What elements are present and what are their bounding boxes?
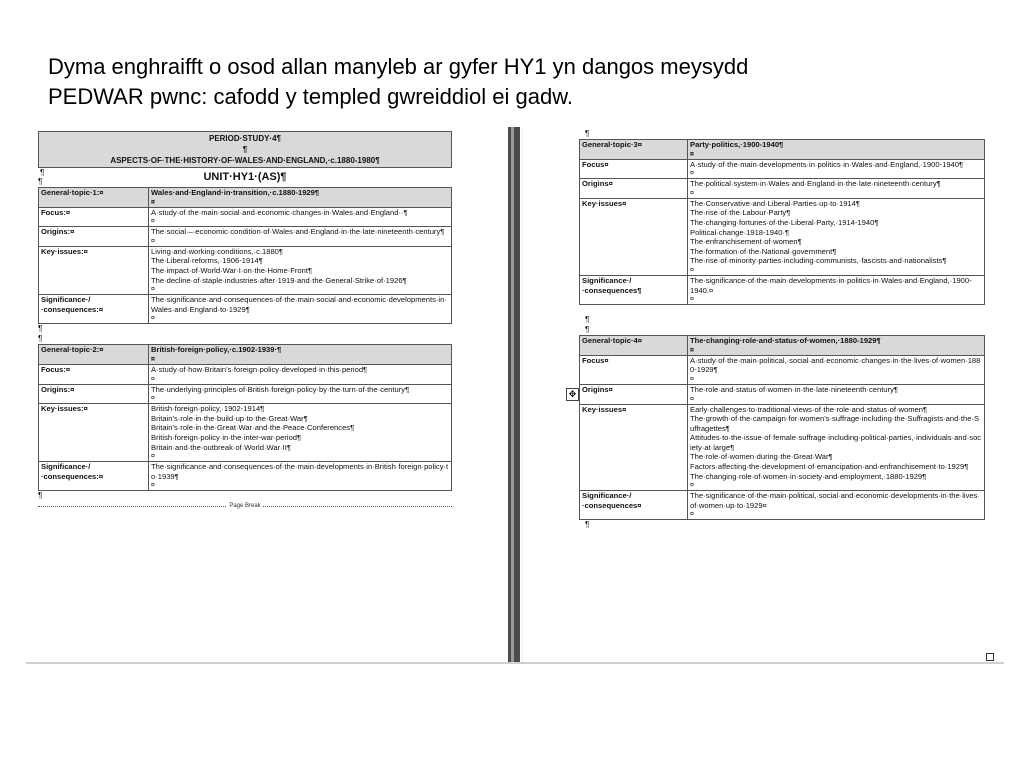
topic-row bbox=[580, 159, 985, 179]
end-of-cell-mark: ¤ bbox=[690, 296, 694, 304]
row-content-line: The·rise·of·the·Labour·Party¶ bbox=[690, 208, 791, 218]
row-content-line: A·study·of·the·main·developments·in·politics·in·Wales·and·England,·1900-1940¶ bbox=[690, 159, 964, 169]
end-of-cell-mark: ¤ bbox=[690, 346, 694, 354]
end-of-cell-mark: ¤ bbox=[151, 453, 155, 461]
row-content-line: The·enfranchisement·of·women¶ bbox=[690, 237, 802, 247]
topic-row bbox=[580, 384, 985, 404]
row-content-line: Britain·and·the·outbreak·of·World·War·II¶ bbox=[151, 442, 291, 452]
topic-row bbox=[39, 462, 452, 491]
row-content-line: Political·change·1918-1940·¶ bbox=[690, 227, 790, 237]
row-content-line: The·significance·and·consequences·of·the·main·social·and·economic·developments·in·Wales·and·England·to·1929¶ bbox=[151, 295, 447, 314]
right-document-page bbox=[522, 127, 1001, 663]
topic-table bbox=[579, 335, 985, 520]
row-content bbox=[149, 384, 452, 404]
row-content-line: British·foreign·policy·in·the·inter-war·period¶ bbox=[151, 432, 302, 442]
row-content-line: The·role·and·status·of·women·in·the·late·nineteenth·century¶ bbox=[690, 384, 898, 394]
row-content bbox=[688, 355, 985, 384]
topic-heading-value bbox=[149, 188, 452, 208]
header-line-2: ¶ bbox=[242, 145, 248, 154]
row-content-line: British·foreign·policy,·1902-1914¶ bbox=[151, 404, 265, 414]
topic-row bbox=[580, 198, 985, 275]
row-content-line: The·significance·and·consequences·of·the·main·developments·in·British·foreign·policy·to·1939¶ bbox=[151, 462, 449, 481]
paragraph-mark: ¶ bbox=[38, 324, 43, 334]
topic-row bbox=[39, 404, 452, 462]
row-label: Significance·/·consequences¶ bbox=[580, 275, 688, 304]
topic-row bbox=[580, 355, 985, 384]
table-move-handle-icon[interactable]: ✥ bbox=[566, 388, 579, 401]
topic-heading-row bbox=[39, 188, 452, 208]
row-content bbox=[149, 364, 452, 384]
page-break bbox=[38, 501, 452, 511]
end-of-cell-mark: ¤ bbox=[151, 237, 155, 245]
row-content-line: The·impact·of·World·War·I·on·the·Home·Front¶ bbox=[151, 265, 313, 275]
paragraph-mark: ¶ bbox=[38, 177, 43, 186]
paragraph-mark: ¶ bbox=[585, 325, 590, 335]
topic-row bbox=[39, 364, 452, 384]
row-content-line: The·significance·of·the·main·developments·in·politics·in·Wales·and·England,·1900-1940.¤ bbox=[690, 275, 972, 295]
end-of-cell-mark: ¤ bbox=[151, 395, 155, 403]
topic-heading-label: General·topic·4¤ bbox=[580, 336, 688, 356]
paragraph-mark: ¶ bbox=[585, 520, 590, 530]
row-content-line: The·Liberal·reforms,·1906-1914¶ bbox=[151, 256, 263, 266]
topic-heading-label: General·topic·3¤ bbox=[580, 140, 688, 160]
header-line-3: ASPECTS·OF·THE·HISTORY·OF·WALES·AND·ENGLAND,·c.1880-1980¶ bbox=[110, 156, 380, 165]
page-break-label: Page Break bbox=[229, 503, 261, 510]
topic-row bbox=[580, 179, 985, 199]
row-content bbox=[149, 246, 452, 294]
row-content bbox=[688, 275, 985, 304]
topic-row bbox=[39, 246, 452, 294]
topic-table bbox=[38, 344, 452, 491]
row-content-line: The·changing·role·of·women·in·society·and·employment,·1880-1929¶ bbox=[690, 471, 927, 481]
row-content-line: Early·challenges·to·traditional·views·of·the·role·and·status·of·women¶ bbox=[690, 404, 928, 414]
topic-heading-text: Party·politics,·1900-1940¶ bbox=[690, 140, 784, 149]
paragraph-mark: ¶ bbox=[40, 168, 45, 177]
row-label: Focus¤ bbox=[580, 159, 688, 179]
row-label: Key·issues¤ bbox=[580, 198, 688, 275]
paragraph-mark: ¶ bbox=[585, 129, 590, 138]
period-study-header bbox=[38, 131, 452, 168]
row-content bbox=[149, 227, 452, 247]
row-label: Origins:¤ bbox=[39, 227, 149, 247]
topic-heading-row bbox=[39, 345, 452, 365]
topic-heading-label: General·topic·1:¤ bbox=[39, 188, 149, 208]
topic-row bbox=[39, 295, 452, 324]
row-content-line: The·rise·of·minority·parties·including·communists,·fascists·and·nationalists¶ bbox=[690, 256, 947, 266]
row-content bbox=[149, 207, 452, 227]
topic-table bbox=[579, 139, 985, 305]
topic-heading-row bbox=[580, 140, 985, 160]
row-label: Focus¤ bbox=[580, 355, 688, 384]
header-line-1: PERIOD·STUDY·4¶ bbox=[208, 134, 281, 143]
row-content bbox=[688, 404, 985, 491]
row-content-line: The·significance·of·the·main·political,·social·and·economic·developments·in·the·lives·of·women·up·to·1929¤ bbox=[690, 491, 980, 510]
end-of-cell-mark: ¤ bbox=[690, 375, 694, 383]
end-of-cell-mark: ¤ bbox=[690, 482, 694, 490]
row-content-line: The·political·system·in·Wales·and·England·in·the·late·nineteenth·century¶ bbox=[690, 179, 941, 189]
row-label: Key·issues:¤ bbox=[39, 246, 149, 294]
slide-baseline bbox=[26, 662, 1004, 664]
page-divider bbox=[508, 127, 520, 663]
row-label: Origins¤ bbox=[580, 384, 688, 404]
row-content-line: A·study·of·the·main·social·and·economic·changes·in·Wales·and·England··¶ bbox=[151, 207, 408, 217]
end-of-cell-mark: ¤ bbox=[151, 355, 155, 363]
row-content bbox=[688, 198, 985, 275]
row-content bbox=[688, 384, 985, 404]
row-label: Key·issues:¤ bbox=[39, 404, 149, 462]
topic-row bbox=[580, 491, 985, 520]
row-label: Significance·/·consequences:¤ bbox=[39, 295, 149, 324]
row-content bbox=[149, 404, 452, 462]
row-label: Significance·/·consequences¤ bbox=[580, 491, 688, 520]
row-content-line: Living·and·working·conditions,·c.1880¶ bbox=[151, 246, 283, 256]
row-content-line: The·decline·of·staple·industries·after·1919·and·the·General·Strike·of·1926¶ bbox=[151, 275, 407, 285]
topic-heading-text: The·changing·role·and·status·of·women,·1880-1929¶ bbox=[690, 336, 881, 346]
row-label: Significance·/·consequences:¤ bbox=[39, 462, 149, 491]
end-of-cell-mark: ¤ bbox=[151, 315, 155, 323]
row-content-line: The·social·–·economic·condition·of·Wales·and·England·in·the·late·nineteenth·century¶ bbox=[151, 227, 445, 237]
row-content-line: Factors·affecting·the·development·of·emancipation·and·enfranchisement·to·1929¶ bbox=[690, 462, 969, 472]
row-content bbox=[149, 462, 452, 491]
end-of-cell-mark: ¤ bbox=[151, 482, 155, 490]
paragraph-mark: ¶ bbox=[38, 334, 43, 344]
topic-row bbox=[580, 404, 985, 491]
topic-heading-value bbox=[688, 140, 985, 160]
row-content-line: The·role·of·women·during·the·Great·War¶ bbox=[690, 452, 833, 462]
row-label: Origins¤ bbox=[580, 179, 688, 199]
caption-line-2: PEDWAR pwnc: cafodd y templed gwreiddiol ei gadw. bbox=[48, 84, 573, 109]
row-content bbox=[688, 179, 985, 199]
end-of-cell-mark: ¤ bbox=[690, 170, 694, 178]
row-content bbox=[688, 491, 985, 520]
row-label: Focus:¤ bbox=[39, 364, 149, 384]
row-content-line: The·formation·of·the·National·government¶ bbox=[690, 246, 837, 256]
paragraph-mark: ¶ bbox=[585, 315, 590, 325]
topic-heading-value bbox=[149, 345, 452, 365]
table-resize-handle-icon[interactable] bbox=[986, 653, 994, 661]
paragraph-mark: ¶ bbox=[38, 491, 43, 501]
row-content-line: The·growth·of·the·campaign·for·women's·suffrage·including·the·Suffragists·and·the·Suffragettes¶ bbox=[690, 414, 980, 433]
row-content-line: The·underlying·principles·of·British·foreign·policy·by·the·turn·of·the·century¶ bbox=[151, 384, 410, 394]
topic-heading-label: General·topic·2:¤ bbox=[39, 345, 149, 365]
topic-heading-text: Wales·and·England·in·transition,·c.1880-1929¶ bbox=[151, 188, 320, 197]
caption-line-1: Dyma enghraifft o osod allan manyleb ar gyfer HY1 yn dangos meysydd bbox=[48, 54, 749, 79]
row-content-line: A·study·of·how·Britain's·foreign·policy·developed·in·this·period¶ bbox=[151, 364, 368, 374]
row-label: Origins:¤ bbox=[39, 384, 149, 404]
topic-heading-row bbox=[580, 336, 985, 356]
row-label: Focus:¤ bbox=[39, 207, 149, 227]
row-content-line: Attitudes·to·the·issue·of·female·suffrage·including·political·parties,·individuals·and·society·at·large¶ bbox=[690, 433, 982, 452]
left-document-page bbox=[26, 127, 508, 663]
end-of-cell-mark: ¤ bbox=[151, 286, 155, 294]
topic-row bbox=[580, 275, 985, 304]
end-of-cell-mark: ¤ bbox=[690, 189, 694, 197]
topic-row bbox=[39, 207, 452, 227]
topic-heading-text: British·foreign·policy,·c.1902-1939·¶ bbox=[151, 345, 282, 355]
row-content-line: Britain's·role·in·the·Great·War·and·the·Peace·Conferences¶ bbox=[151, 423, 355, 433]
topic-heading-value bbox=[688, 336, 985, 356]
topic-row bbox=[39, 384, 452, 404]
end-of-cell-mark: ¤ bbox=[151, 375, 155, 383]
slide-caption bbox=[48, 52, 948, 112]
topic-table bbox=[38, 187, 452, 324]
end-of-cell-mark: ¤ bbox=[690, 150, 694, 158]
row-content bbox=[688, 159, 985, 179]
row-content-line: Britain's·role·in·the·build·up·to·the·Great·War¶ bbox=[151, 413, 308, 423]
end-of-cell-mark: ¤ bbox=[690, 395, 694, 403]
row-content bbox=[149, 295, 452, 324]
topic-row bbox=[39, 227, 452, 247]
end-of-cell-mark: ¤ bbox=[690, 511, 694, 519]
row-content-line: The·changing·fortunes·of·the·Liberal·Party,·1914-1940¶ bbox=[690, 217, 879, 227]
unit-title: UNIT·HY1·(AS)¶ bbox=[203, 171, 287, 183]
row-content-line: The·Conservative·and·Liberal·Parties·up·to·1914¶ bbox=[690, 198, 860, 208]
end-of-cell-mark: ¤ bbox=[690, 266, 694, 274]
row-content-line: A·study·of·the·main·political,·social·and·economic·changes·in·the·lives·of·women·1880-1929¶ bbox=[690, 355, 981, 375]
end-of-cell-mark: ¤ bbox=[151, 218, 155, 226]
end-of-cell-mark: ¤ bbox=[151, 198, 155, 206]
row-label: Key·issues¤ bbox=[580, 404, 688, 491]
